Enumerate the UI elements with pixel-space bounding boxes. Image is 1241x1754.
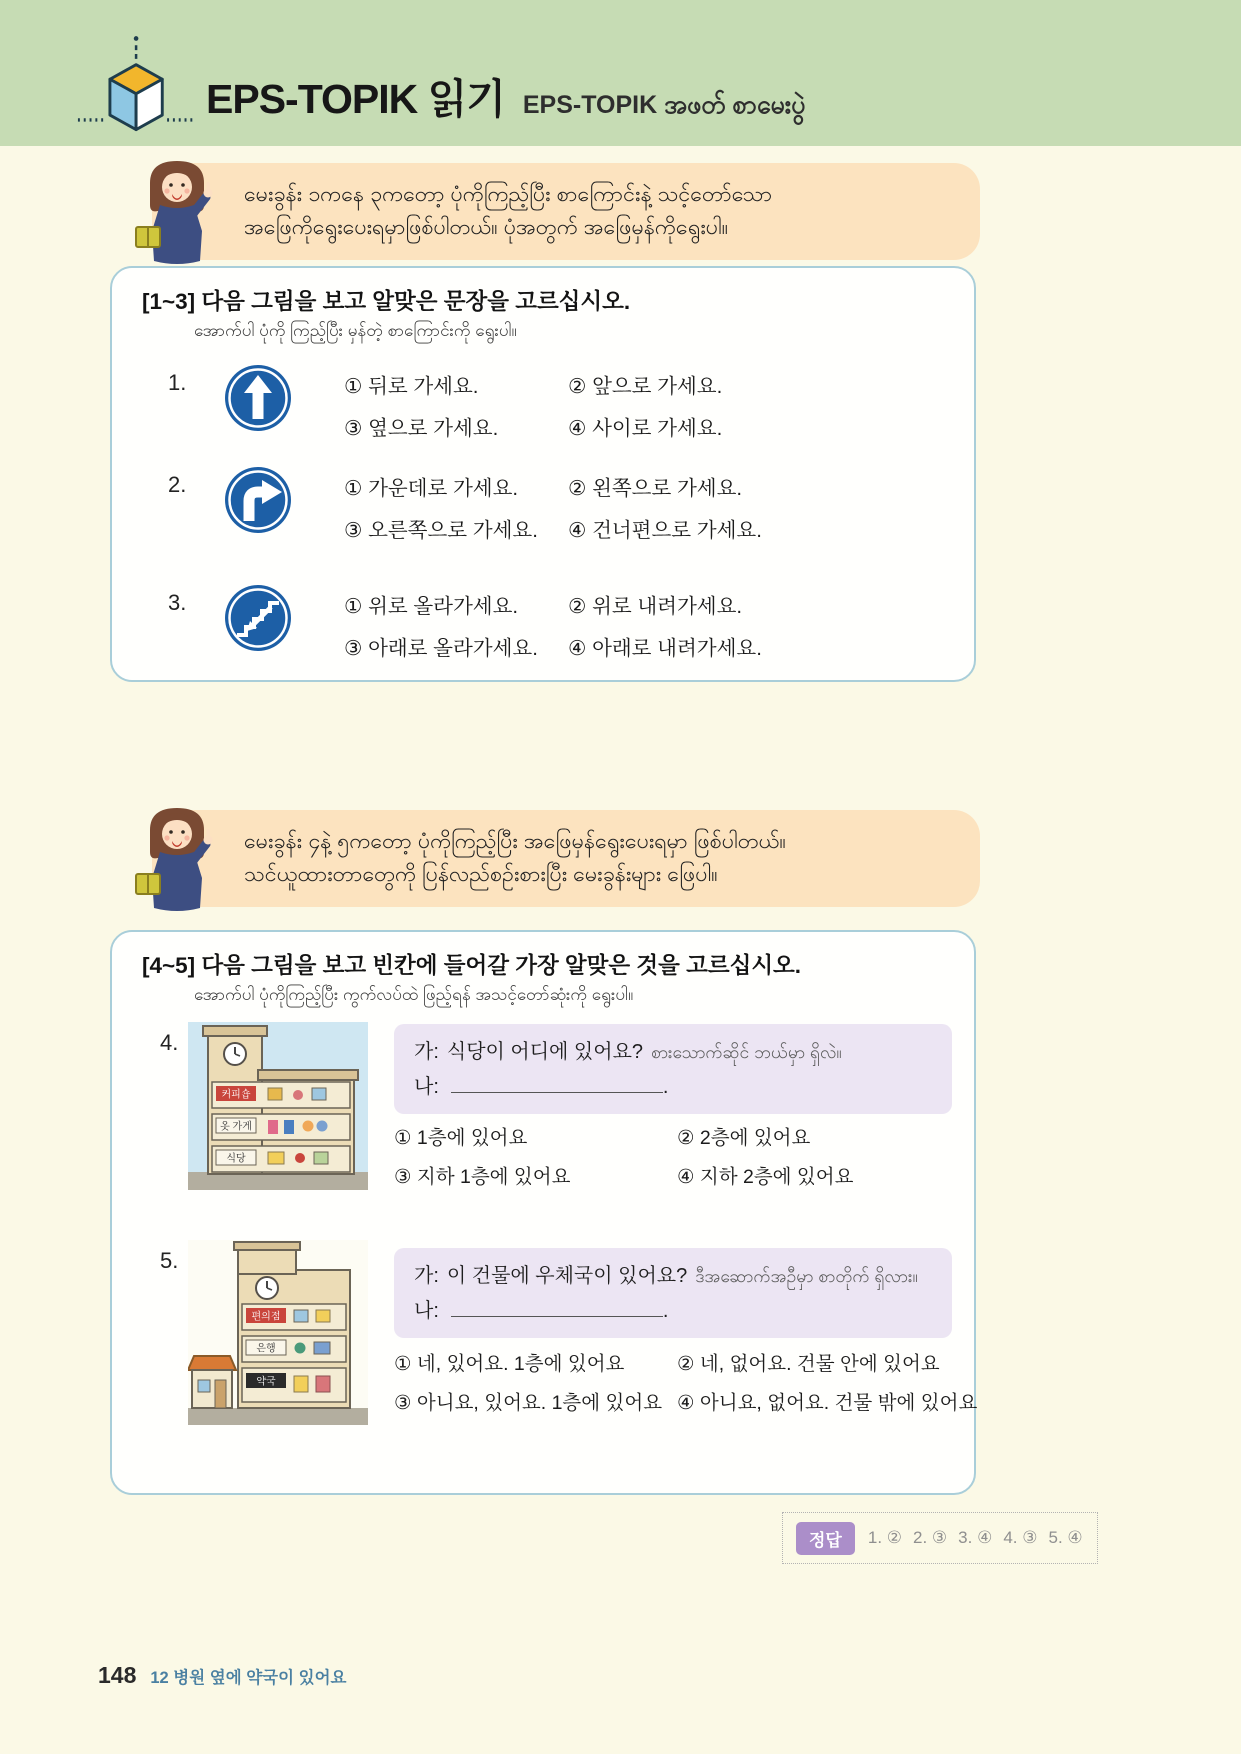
instruction-callout-1 [152,163,980,260]
answer-blank-line [451,1300,663,1317]
section-subtitle: အောက်ပါ ပုံကို ကြည့်ပြီး မှန်တဲ့ စာကြောင်းကို ရွေးပါ။ [194,321,517,340]
answer-option: ② 위로 내려가세요. [568,595,743,618]
callout-text-line: အဖြေကိုရွေးပေးရမှာဖြစ်ပါတယ်။ ပုံအတွက် အဖြေမှန်ကိုရွေးပါ။ [244,215,729,240]
section-title: [4~5] 다음 그림을 보고 빈칸에 들어갈 가장 알맞은 것을 고르십시오. [142,953,802,978]
question-number: 3. [168,590,187,615]
question-number: 2. [168,472,187,497]
answer-option: ④ 아래로 내려가세요. [568,637,762,660]
answer-option: ① 가운데로 가세요. [344,477,519,500]
answer-option: ① 네, 있어요. 1층에 있어요 [394,1353,625,1375]
answer-option: ② 네, 없어요. 건물 안에 있어요 [677,1353,940,1375]
answer-option: ④ 지하 2층에 있어요 [677,1166,854,1188]
answer-key-items [868,1528,1083,1548]
section-subtitle: အောက်ပါ ပုံကိုကြည့်ပြီး ကွက်လပ်ထဲ ဖြည့်ရန် အသင့်တော်ဆုံးကို ရွေးပါ။ [194,985,634,1004]
building-sign-label: 은행 [256,1343,276,1355]
question-box-1-3 [110,266,976,682]
dialogue-burmese: ဒီအဆောက်အဦမှာ စာတိုက် ရှိလား။ [695,1266,918,1286]
dialogue-korean: 이 건물에 우체국이 있어요? [446,1265,688,1287]
answer-key-item: 5. ④ [1048,1528,1083,1547]
answer-key-badge: 정답 [796,1522,855,1555]
question-box-4-5 [110,930,976,1495]
dialogue-box-q4 [394,1024,952,1114]
answer-option: ① 위로 올라가세요. [344,595,519,618]
answer-option: ② 2층에 있어요 [677,1127,811,1149]
answer-option: ③ 아니요, 있어요. 1층에 있어요 [394,1392,663,1414]
building-illustration-q4 [188,1022,368,1195]
arrow-up-road-sign-icon [224,364,292,437]
period: . [662,1076,669,1098]
question-number: 5. [160,1248,179,1273]
answer-key-item: 1. ② [867,1528,903,1547]
page-footer [98,1662,346,1689]
teacher-illustration-icon [130,800,225,920]
callout-text-line: မေးခွန်း ၄နဲ့ ၅ကတော့ ပုံကိုကြည့်ပြီး အဖြေမှန်ရွေးပေးရမှာ ဖြစ်ပါတယ်။ [244,829,787,853]
answer-option: ③ 지하 1층에 있어요 [394,1166,571,1188]
answer-option: ④ 사이로 가세요. [568,417,723,440]
answer-key-item: 4. ③ [1003,1528,1038,1547]
answer-key-box [782,1512,1098,1564]
answer-key-item: 2. ③ [913,1528,948,1547]
page-subtitle: EPS-TOPIK အဖတ် စာမေးပွဲ [522,91,806,119]
callout-text-line: သင်ယူထားတာတွေကို ပြန်လည်စဉ်းစားပြီး မေးခွန်းများ ဖြေပါ။ [244,862,718,887]
answer-option: ④ 아니요, 없어요. 건물 밖에 있어요 [677,1392,978,1414]
answer-option: ② 앞으로 가세요. [568,375,723,398]
answer-option: ③ 아래로 올라가세요. [344,637,538,660]
building-sign-label: 약국 [256,1376,276,1388]
page-header [0,0,1241,146]
answer-key-item: 3. ④ [958,1528,993,1547]
turn-right-road-sign-icon [224,466,292,539]
building-sign-label: 옷 가게 [220,1121,252,1133]
chapter-title: 12 병원 옆에 약국이 있어요 [150,1669,347,1687]
instruction-callout-2 [152,810,980,907]
answer-option: ① 1층에 있어요 [394,1127,528,1149]
callout-text-line: မေးခွန်း ၁ကနေ ၃ကတော့ ပုံကိုကြည့်ပြီး စာကြောင်းနဲ့ သင့်တော်သော [244,182,773,206]
question-number: 1. [168,370,187,395]
answer-blank-line [451,1076,663,1093]
answer-option: ② 왼쪽으로 가세요. [568,477,743,500]
answer-option: ③ 옆으로 가세요. [344,417,499,440]
dialogue-burmese: စားသောက်ဆိုင် ဘယ်မှာ ရှိလဲ။ [651,1042,842,1062]
answer-option: ① 뒤로 가세요. [344,375,479,398]
dialogue-korean: 식당이 어디에 있어요? [446,1041,644,1063]
speaker-a-label: 가: [414,1265,439,1287]
section-title: [1~3] 다음 그림을 보고 알맞은 문장을 고르십시오. [142,289,631,314]
building-sign-label: 커피숍 [221,1089,251,1101]
answer-option: ③ 오른쪽으로 가세요. [344,519,538,542]
page-number: 148 [98,1662,137,1688]
speaker-b-label: 나: [414,1076,439,1098]
building-illustration-q5 [188,1240,368,1430]
period: . [662,1300,669,1322]
speaker-b-label: 나: [414,1300,439,1322]
teacher-illustration-icon [130,153,225,273]
building-sign-label: 편의점 [251,1311,281,1323]
stairs-down-road-sign-icon [224,584,292,657]
question-number: 4. [160,1030,179,1055]
dialogue-box-q5 [394,1248,952,1338]
page-title: EPS-TOPIK 읽기 [206,76,505,122]
building-sign-label: 식당 [226,1153,246,1165]
cube-logo-icon [76,34,202,143]
speaker-a-label: 가: [414,1041,439,1063]
answer-option: ④ 건너편으로 가세요. [568,519,762,542]
